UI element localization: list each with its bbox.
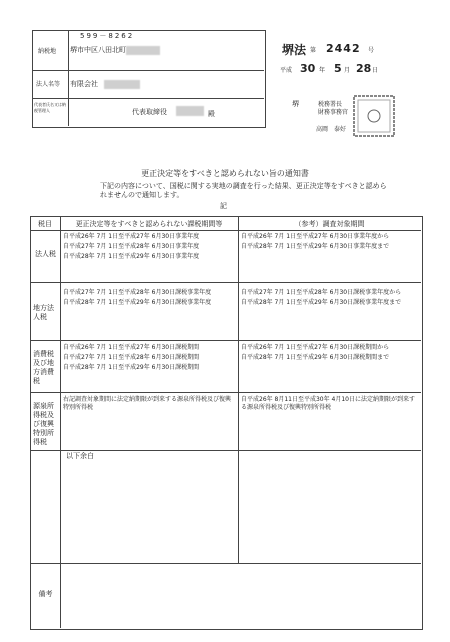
- period-line: 自平成26年 7月 1日至平成27年 6月30日事業年度: [63, 233, 200, 240]
- row-reference-corporate: [241, 232, 419, 252]
- row-tax-corporate: 法人税: [35, 250, 56, 258]
- row-periods-consumption: [63, 343, 237, 373]
- header-reference: （参考）調査対象期間: [294, 220, 365, 228]
- row-tax-withholding: 源泉所得税及び復興特別所得税: [33, 402, 54, 447]
- doc-dai: 第: [310, 47, 317, 54]
- issuer-title2: 財務事務官: [318, 109, 349, 116]
- row-periods-local: [63, 288, 237, 308]
- row-periods-corporate: [63, 232, 237, 262]
- row-reference-consumption: [241, 343, 419, 363]
- company-label: 法人名等: [36, 81, 61, 88]
- date-month: 5: [334, 62, 342, 75]
- header-line-1: [32, 70, 264, 71]
- reference-line: 自平成28年 7月 1日至平成29年 6月30日課税事業年度まで: [241, 299, 402, 306]
- period-line: 自平成27年 7月 1日至平成28年 6月30日課税事業年度: [63, 289, 212, 296]
- header-period: 更正決定等をすべきと認められない課税期間等: [75, 220, 223, 228]
- redacted-address: [126, 46, 160, 55]
- date-day-unit: 日: [372, 67, 379, 74]
- date-day: 28: [356, 62, 372, 75]
- row-tax-local: 地方法人税: [33, 304, 54, 322]
- col-divider-1: [60, 216, 61, 563]
- doc-go: 号: [368, 47, 375, 54]
- postal-code: 599－8262: [80, 32, 135, 40]
- redacted-representative: [176, 106, 204, 116]
- header-line-2: [32, 98, 264, 99]
- period-line: 自平成27年 7月 1日至平成28年 6月30日事業年度: [63, 243, 200, 250]
- reference-line: 自平成27年 7月 1日至平成28年 6月30日課税事業年度から: [241, 289, 402, 296]
- intro-text: 下記の内容について、国税に関する実地の調査を行った結果、更正決定等をすべきと認められませんので通知します。: [100, 182, 387, 200]
- period-line: 自平成28年 7月 1日至平成29年 6月30日課税事業年度: [63, 299, 212, 306]
- redacted-company: [104, 80, 140, 89]
- representative-suffix: 殿: [208, 110, 215, 118]
- remarks-divider: [60, 563, 61, 628]
- issuer-title1: 税務署長: [318, 101, 343, 108]
- period-line: 自平成27年 7月 1日至平成28年 6月30日課税期間: [63, 354, 200, 361]
- date-month-unit: 月: [344, 67, 351, 74]
- issuer-office: 堺: [292, 100, 299, 108]
- representative-label: 代表者氏名又は納税管理人: [34, 102, 66, 113]
- period-line: 自平成28年 7月 1日至平成29年 6月30日課税期間: [63, 364, 200, 371]
- row-line-4: [30, 450, 421, 451]
- row-line-3: [30, 392, 421, 393]
- period-line: 自平成28年 7月 1日至平成29年 6月30日事業年度: [63, 253, 200, 260]
- taxpayer-label: 納税地: [38, 48, 57, 55]
- issuer-name: 高岡 泰好: [316, 126, 347, 133]
- date-year: 30: [300, 62, 316, 75]
- row-periods-withholding: 右記調査対象期間に法定納期限が到来する源泉所得税及び復興特別所得税: [63, 396, 232, 411]
- date-year-unit: 年: [319, 67, 326, 74]
- reference-line: 自平成26年 7月 1日至平成27年 6月30日課税期間から: [241, 344, 390, 351]
- remarks-label: 備考: [38, 590, 53, 598]
- reference-line: 自平成28年 7月 1日至平成29年 6月30日課税期間まで: [241, 354, 390, 361]
- reference-line: 自平成26年 7月 1日至平成27年 6月30日事業年度から: [241, 233, 390, 240]
- row-reference-withholding: 自平成26年 8月11日至平成30年 4月10日に法定納期限が到来する源泉所得税及び復興特別所得税: [241, 396, 415, 411]
- date-era: 平成: [280, 67, 293, 74]
- company-name: 有限会社: [70, 80, 98, 88]
- row-tax-consumption: 消費税及び地方消費税: [33, 350, 54, 386]
- col-divider-2: [238, 216, 239, 563]
- period-line: 自平成26年 7月 1日至平成27年 6月30日課税期間: [63, 344, 200, 351]
- remarks-line: [30, 563, 421, 564]
- row-line-2: [30, 340, 421, 341]
- header-divider: [68, 30, 69, 126]
- header-tax-item: 税目: [38, 220, 52, 228]
- document-title: 更正決定等をすべきと認められない旨の通知書: [141, 169, 309, 178]
- header-row-line: [30, 230, 421, 231]
- official-seal-icon: [352, 94, 396, 138]
- address: 堺市中区八田北町: [70, 46, 126, 54]
- row-reference-local: [241, 288, 419, 308]
- main-table: [30, 216, 423, 630]
- reference-line: 自平成28年 7月 1日至平成29年 6月30日事業年度まで: [241, 243, 390, 250]
- representative-title: 代表取締役: [132, 108, 167, 116]
- doc-number: 2442: [326, 42, 361, 55]
- ika-yohaku: 以下余白: [66, 452, 94, 460]
- row-line-1: [30, 282, 421, 283]
- ki-marker: 記: [220, 202, 227, 210]
- doc-prefix: 堺法: [282, 43, 307, 57]
